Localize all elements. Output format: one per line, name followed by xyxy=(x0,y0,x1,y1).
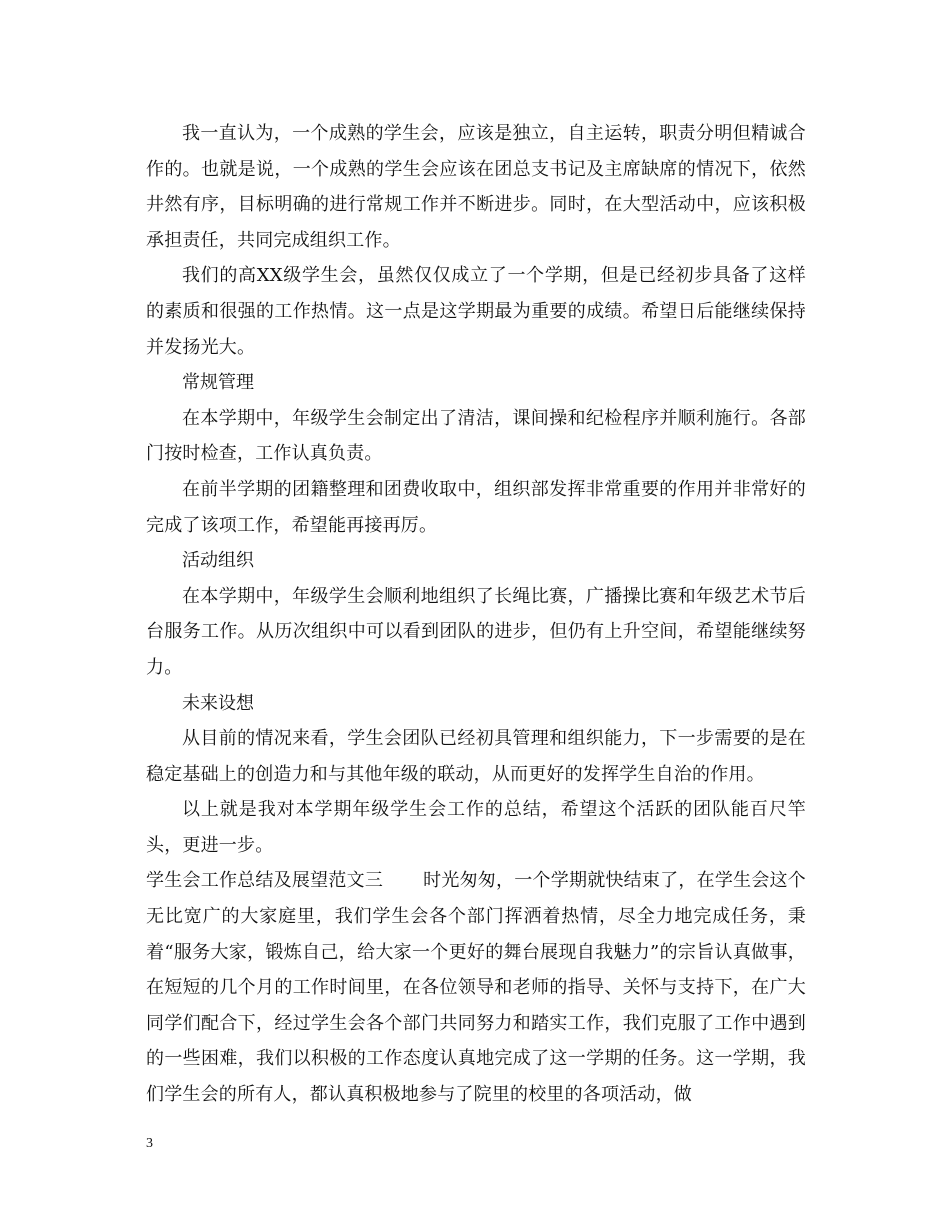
paragraph-7: 以上就是我对本学期年级学生会工作的总结，希望这个活跃的团队能百尺竿头，更进一步。 xyxy=(146,799,806,856)
heading-activity-organization: 活动组织 xyxy=(182,550,254,572)
heading-future-plans: 未来设想 xyxy=(182,692,254,714)
page-number: 3 xyxy=(146,1136,153,1151)
section-body: 时光匆匆，一个学期就快结束了，在学生会这个无比宽广的大家庭里，我们学生会各个部门挥洒着热情，尽全力地完成任务，秉着“服务大家，锻炼自己，给大家一个更好的舞台展现自我魅力”的宗旨认真做事，在短短的几个月的工作时间里，在各位领导和老师的指导、关怀与支持下，在广大同学们配合下，经过学生会各个部门共同努力和踏实工作，我们克服了工作中遇到的一些困难，我们以积极的工作态度认真地完成了这一学期的任务。这一学期，我们学生会的所有人，都认真积极地参与了院里的校里的各项活动，做 xyxy=(146,870,806,1106)
paragraph-3: 在本学期中，年级学生会制定出了清洁，课间操和纪检程序并顺利施行。各部门按时检查，工作认真负责。 xyxy=(146,407,806,465)
paragraph-4: 在前半学期的团籍整理和团费收取中，组织部发挥非常重要的作用并非常好的完成了该项工作，希望能再接再厉。 xyxy=(146,478,806,536)
document-body xyxy=(146,116,806,1113)
paragraph-2: 我们的高XX级学生会，虽然仅仅成立了一个学期，但是已经初步具备了这样的素质和很强的工作热情。这一点是这学期最为重要的成绩。希望日后能继续保持并发扬光大。 xyxy=(146,265,806,358)
section-title: 学生会工作总结及展望范文三 xyxy=(146,870,384,892)
paragraph-6: 从目前的情况来看，学生会团队已经初具管理和组织能力，下一步需要的是在稳定基础上的创造力和与其他年级的联动，从而更好的发挥学生自治的作用。 xyxy=(146,728,806,785)
heading-routine-management: 常规管理 xyxy=(182,372,254,394)
paragraph-5: 在本学期中，年级学生会顺利地组织了长绳比赛，广播操比赛和年级艺术节后台服务工作。从历次组织中可以看到团队的进步，但仍有上升空间，希望能继续努力。 xyxy=(146,585,806,678)
section-paragraph xyxy=(146,863,806,1112)
paragraph-1: 我一直认为，一个成熟的学生会，应该是独立，自主运转，职责分明但精诚合作的。也就是说，一个成熟的学生会应该在团总支书记及主席缺席的情况下，依然井然有序，目标明确的进行常规工作并不断进步。同时，在大型活动中，应该积极承担责任，共同完成组织工作。 xyxy=(146,123,806,251)
